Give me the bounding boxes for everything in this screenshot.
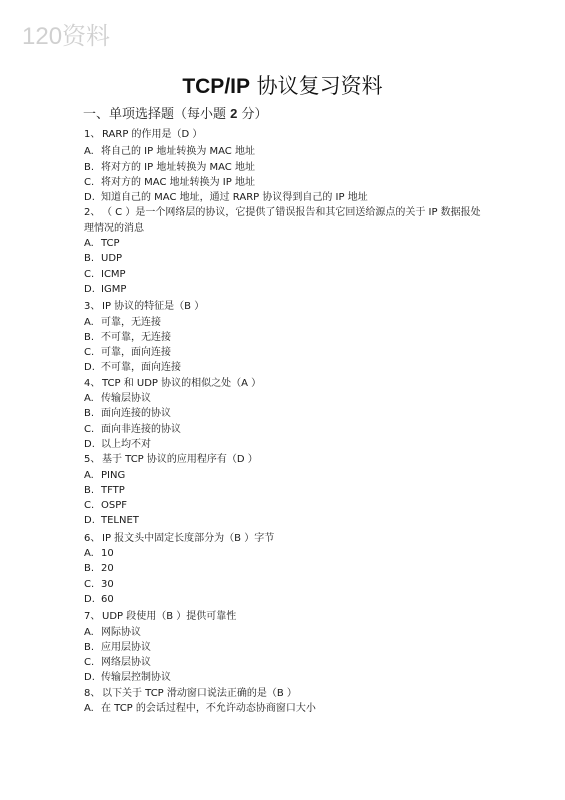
option — [84, 625, 484, 640]
option — [84, 561, 484, 576]
page-title — [0, 70, 565, 100]
question-text: 以下关于 TCP 滑动窗口说法正确的是（B ） — [102, 687, 297, 699]
question-list — [84, 127, 484, 716]
option-text: 可靠，面向连接 — [101, 347, 171, 359]
question-number: 7、 — [84, 611, 101, 623]
question-number: 8、 — [84, 687, 101, 699]
question-text: UDP 段使用（B ）提供可靠性 — [102, 611, 237, 623]
option-text: UDP — [101, 253, 123, 265]
option — [84, 498, 484, 513]
question-text: IP 协议的特征是（B ） — [102, 301, 205, 313]
option-letter: B. — [84, 563, 95, 575]
option — [84, 190, 484, 205]
option-text: 传输层控制协议 — [101, 672, 171, 684]
section-suffix: 分） — [237, 107, 268, 122]
option — [84, 330, 484, 345]
option — [84, 315, 484, 330]
option-letter: B. — [84, 408, 95, 420]
option-text: TFTP — [101, 484, 125, 496]
option-text: 10 — [101, 548, 114, 560]
option-text: 面向非连接的协议 — [101, 423, 181, 435]
question-text: TCP 和 UDP 协议的相似之处（A ） — [102, 377, 262, 389]
option-text: 不可靠，面向连接 — [101, 362, 181, 374]
question — [84, 376, 484, 391]
option — [84, 513, 484, 528]
option-letter: B. — [84, 484, 95, 496]
question-text: 基于 TCP 协议的应用程序有（D ） — [102, 454, 258, 466]
option-text: ICMP — [101, 268, 126, 280]
option-text: 不可靠，无连接 — [101, 331, 171, 343]
option-text: 知道自己的 MAC 地址，通过 RARP 协议得到自己的 IP 地址 — [101, 192, 368, 204]
question-number: 6、 — [84, 532, 101, 544]
option-letter: C. — [84, 268, 95, 280]
option — [84, 422, 484, 437]
option-text: 网络层协议 — [101, 657, 151, 669]
question — [84, 452, 484, 467]
option-text: 传输层协议 — [101, 393, 151, 405]
option — [84, 144, 484, 159]
question — [84, 609, 484, 624]
option-text: OSPF — [101, 500, 128, 512]
option — [84, 360, 484, 375]
question-number: 2、 — [84, 207, 101, 219]
question — [84, 127, 484, 142]
option-letter: A. — [84, 626, 94, 638]
option-text: IGMP — [101, 283, 127, 295]
option-letter: C. — [84, 347, 95, 359]
option-letter: D. — [84, 593, 95, 605]
section-prefix: 一、单项选择题（每小题 — [83, 107, 231, 122]
option-letter: C. — [84, 500, 95, 512]
option — [84, 546, 484, 561]
option — [84, 437, 484, 452]
option — [84, 655, 484, 670]
question-text: （ C ）是一个网络层的协议，它提供了错误报告和其它回送给源点的关于 IP 数据报处理情况的消息 — [84, 207, 481, 234]
option-letter: C. — [84, 423, 95, 435]
option — [84, 282, 484, 297]
option-letter: B. — [84, 331, 95, 343]
option-letter: D. — [84, 438, 95, 450]
option — [84, 406, 484, 421]
option — [84, 267, 484, 282]
option-text: 将对方的 IP 地址转换为 MAC 地址 — [101, 161, 255, 173]
option-text: 60 — [101, 593, 114, 605]
question — [84, 299, 484, 314]
title-en: TCP/IP — [182, 75, 250, 98]
option — [84, 345, 484, 360]
option — [84, 640, 484, 655]
option-letter: A. — [84, 238, 94, 250]
option-text: 30 — [101, 578, 114, 590]
option — [84, 483, 484, 498]
option — [84, 175, 484, 190]
question-number: 5、 — [84, 454, 101, 466]
option-text: 将对方的 MAC 地址转换为 IP 地址 — [101, 176, 255, 188]
option-text: 以上均不对 — [101, 438, 151, 450]
option — [84, 701, 484, 716]
option-text: TCP — [101, 238, 120, 250]
question-text: RARP 的作用是（D ） — [102, 129, 203, 140]
option — [84, 468, 484, 483]
option-letter: D. — [84, 672, 95, 684]
option-text: 网际协议 — [101, 626, 141, 638]
option-text: 面向连接的协议 — [101, 408, 171, 420]
option-letter: A. — [84, 469, 94, 481]
section-heading — [83, 103, 268, 122]
option-letter: A. — [84, 146, 94, 158]
question-text: IP 报文头中固定长度部分为（B ）字节 — [102, 532, 275, 544]
section-points: 2 — [230, 106, 238, 121]
option — [84, 160, 484, 175]
question-number: 3、 — [84, 301, 101, 313]
option — [84, 577, 484, 592]
option-text: 在 TCP 的会话过程中，不允许动态协商窗口大小 — [101, 702, 316, 714]
option-letter: C. — [84, 578, 95, 590]
option-text: 可靠，无连接 — [101, 316, 161, 328]
option-letter: B. — [84, 161, 95, 173]
question — [84, 531, 484, 546]
option-letter: A. — [84, 548, 94, 560]
option-letter: A. — [84, 316, 94, 328]
option-letter: D. — [84, 362, 95, 374]
title-cn: 协议复习资料 — [250, 74, 383, 98]
option-letter: B. — [84, 253, 95, 265]
option — [84, 251, 484, 266]
question-number: 1、 — [84, 129, 101, 140]
option-text: 应用层协议 — [101, 641, 151, 653]
option — [84, 236, 484, 251]
option-letter: C. — [84, 657, 95, 669]
option-letter: D. — [84, 515, 95, 527]
question-number: 4、 — [84, 377, 101, 389]
option-text: PING — [101, 469, 126, 481]
option-letter: A. — [84, 393, 94, 405]
option-letter: B. — [84, 641, 95, 653]
watermark: 120资料 — [22, 23, 111, 50]
question — [84, 205, 484, 236]
option-letter: D. — [84, 192, 95, 204]
option — [84, 670, 484, 685]
question — [84, 686, 484, 701]
option-letter: C. — [84, 176, 95, 188]
option-text: TELNET — [101, 515, 139, 527]
option — [84, 391, 484, 406]
option-text: 将自己的 IP 地址转换为 MAC 地址 — [101, 146, 255, 158]
option-letter: D. — [84, 283, 95, 295]
option — [84, 592, 484, 607]
option-letter: A. — [84, 702, 94, 714]
option-text: 20 — [101, 563, 114, 575]
